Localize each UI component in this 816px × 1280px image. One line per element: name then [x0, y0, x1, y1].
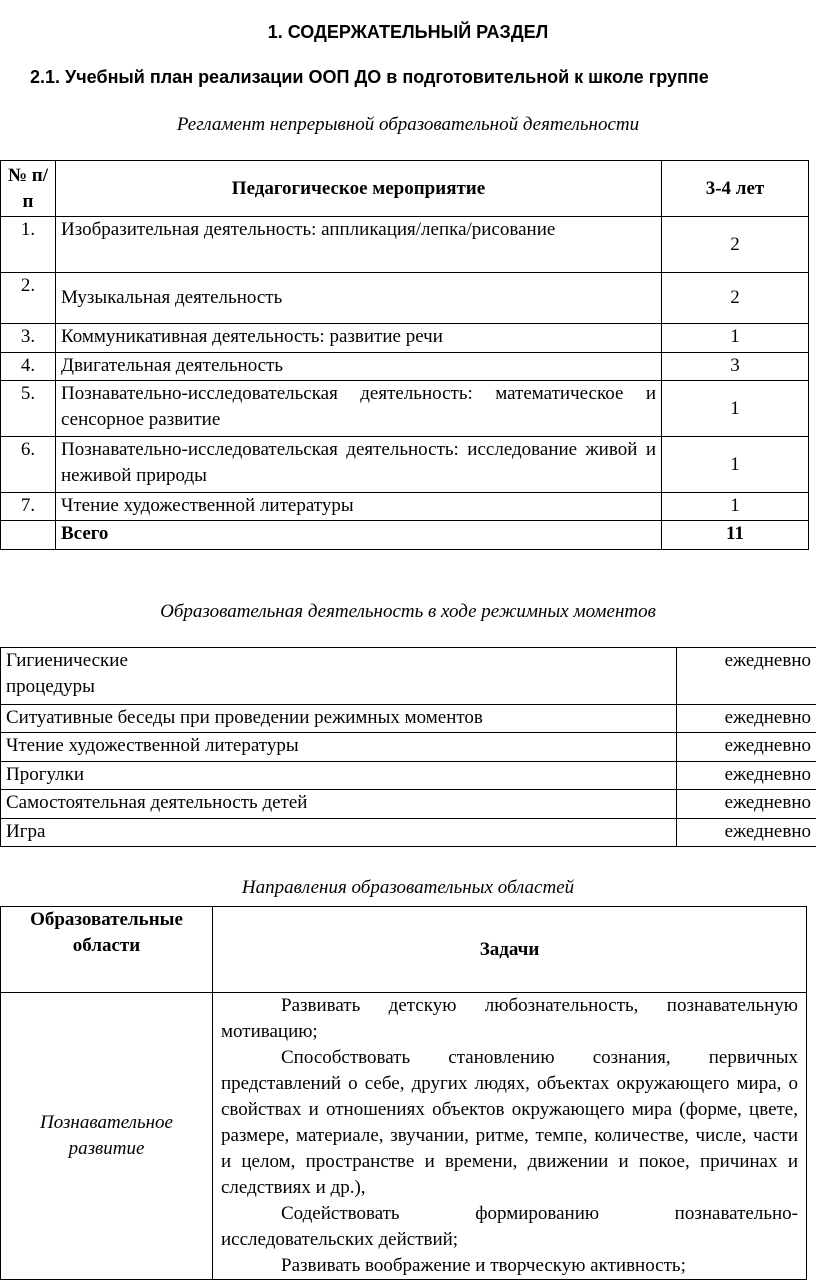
- table-row: [1, 819, 816, 847]
- table-row: [1, 437, 809, 493]
- routine-activity: Игра: [1, 819, 677, 847]
- table-row: [1, 217, 809, 273]
- table-row: [1, 993, 807, 1280]
- row-number: 4.: [1, 353, 56, 381]
- row-activity: Двигательная деятельность: [56, 353, 662, 381]
- table-row: [1, 493, 809, 521]
- table-row: [1, 648, 816, 705]
- row-number: 6.: [1, 437, 56, 493]
- table-row: [1, 353, 809, 381]
- col-header-number: № п/п: [1, 161, 56, 217]
- table-row: [1, 762, 816, 790]
- table1-caption: Регламент непрерывной образовательной деятельности: [0, 114, 816, 136]
- areas-table: [0, 906, 807, 1280]
- row-count: 1: [662, 381, 809, 437]
- routine-activity: Ситуативные беседы при проведении режимных моментов: [1, 705, 677, 733]
- total-value: 11: [662, 521, 809, 550]
- total-row: [1, 521, 809, 550]
- total-number-cell: [1, 521, 56, 550]
- area-tasks: [213, 993, 807, 1280]
- curriculum-table: [0, 160, 809, 550]
- task-item: Способствовать становлению сознания, первичных представлений о себе, других людях, объектах окружающего мира, о свойствах и отношениях объектов окружающего мира (форме, цвете, размере, материале, звучании, ритме, темпе, количестве, числе, части и целом, пространстве и времени, движении и покое, причинах и следствиях и др.),: [221, 1045, 798, 1201]
- routine-frequency: ежедневно: [677, 790, 816, 819]
- routine-frequency: ежедневно: [677, 648, 816, 705]
- table2-caption: Образовательная деятельность в ходе режимных моментов: [0, 601, 816, 623]
- table-row: [1, 381, 809, 437]
- col-header-areas: Образовательные области: [1, 907, 213, 993]
- row-number: 3.: [1, 324, 56, 353]
- routine-activity: Прогулки: [1, 762, 677, 790]
- area-name: Познавательное развитие: [1, 993, 213, 1280]
- table-row: [1, 273, 809, 324]
- row-activity: Коммуникативная деятельность: развитие речи: [56, 324, 662, 353]
- routine-frequency: ежедневно: [677, 733, 816, 762]
- task-item: Содействовать формированию познавательно-исследовательских действий;: [221, 1201, 798, 1253]
- table-row: [1, 705, 816, 733]
- section-heading: 1. СОДЕРЖАТЕЛЬНЫЙ РАЗДЕЛ: [0, 22, 816, 43]
- row-number: 1.: [1, 217, 56, 273]
- routine-activity: Гигиенические процедуры: [1, 648, 677, 705]
- row-activity: Чтение художественной литературы: [56, 493, 662, 521]
- table-row: [1, 324, 809, 353]
- routine-frequency: ежедневно: [677, 762, 816, 790]
- routine-frequency: ежедневно: [677, 705, 816, 733]
- task-item: Развивать воображение и творческую активность;: [221, 1253, 798, 1279]
- table-row: [1, 733, 816, 762]
- row-count: 1: [662, 324, 809, 353]
- row-activity: Познавательно-исследовательская деятельность: исследование живой и неживой природы: [56, 437, 662, 493]
- routine-activity: Самостоятельная деятельность детей: [1, 790, 677, 819]
- total-label: Всего: [56, 521, 662, 550]
- row-number: 5.: [1, 381, 56, 437]
- row-number: 2.: [1, 273, 56, 324]
- row-count: 1: [662, 437, 809, 493]
- routine-frequency: ежедневно: [677, 819, 816, 847]
- col-header-age: 3-4 лет: [662, 161, 809, 217]
- row-count: 1: [662, 493, 809, 521]
- subsection-heading: 2.1. Учебный план реализации ООП ДО в подготовительной к школе группе: [30, 67, 709, 88]
- col-header-tasks: Задачи: [213, 907, 807, 993]
- routine-table: [0, 647, 816, 847]
- table3-caption: Направления образовательных областей: [0, 877, 816, 899]
- routine-activity: Чтение художественной литературы: [1, 733, 677, 762]
- task-item: Развивать детскую любознательность, познавательную мотивацию;: [221, 993, 798, 1045]
- col-header-activity: Педагогическое мероприятие: [56, 161, 662, 217]
- row-activity: Познавательно-исследовательская деятельность: математическое и сенсорное развитие: [56, 381, 662, 437]
- table-row: [1, 790, 816, 819]
- row-count: 2: [662, 217, 809, 273]
- row-count: 2: [662, 273, 809, 324]
- row-count: 3: [662, 353, 809, 381]
- row-activity: Музыкальная деятельность: [56, 273, 662, 324]
- row-activity: Изобразительная деятельность: аппликация/лепка/рисование: [56, 217, 662, 273]
- row-number: 7.: [1, 493, 56, 521]
